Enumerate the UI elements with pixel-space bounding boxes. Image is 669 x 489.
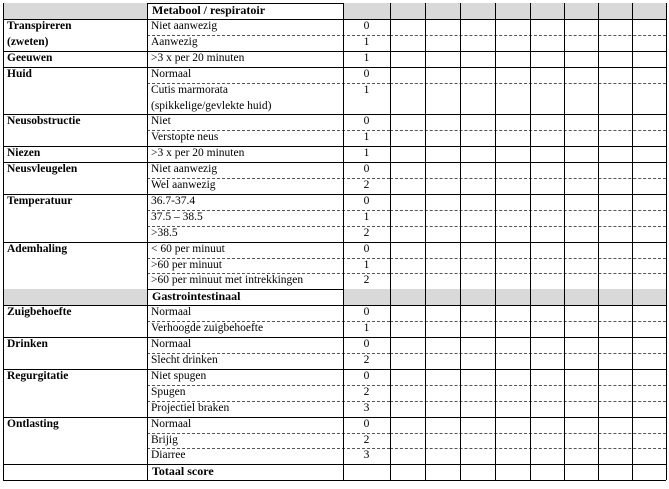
score-column-divider xyxy=(598,3,599,480)
option-label: Normaal xyxy=(151,417,192,430)
section-header-shade xyxy=(343,3,666,19)
option-label: >3 x per 20 minuten xyxy=(151,51,245,64)
column-divider xyxy=(3,3,4,480)
option-label: Niet xyxy=(151,115,171,128)
option-label: < 60 per minuut xyxy=(151,242,225,255)
option-score: 0 xyxy=(363,242,370,255)
category-label: Temperatuur xyxy=(7,194,73,207)
option-score: 1 xyxy=(363,83,370,96)
option-label: 36.7-37.4 xyxy=(151,194,196,207)
option-score: 0 xyxy=(363,306,370,319)
option-label: Niet aanwezig xyxy=(151,163,218,176)
option-score: 1 xyxy=(363,258,370,271)
row-divider-dashed xyxy=(390,433,666,434)
option-score: 3 xyxy=(363,449,370,462)
category-label: Regurgitatie xyxy=(7,369,69,382)
row-divider-dashed xyxy=(390,35,666,36)
option-label: Normaal xyxy=(151,306,192,319)
row-divider-dashed xyxy=(390,226,666,227)
option-score: 0 xyxy=(363,115,370,128)
option-score: 0 xyxy=(363,67,370,80)
option-label: Wel aanwezig xyxy=(151,179,216,191)
option-label: Diarree xyxy=(151,449,186,462)
option-score: 0 xyxy=(363,20,370,32)
section-title: Gastrointestinaal xyxy=(152,289,241,304)
option-score: 2 xyxy=(363,354,370,366)
category-label: Ademhaling xyxy=(7,242,68,255)
category-label: Ontlasting xyxy=(7,417,59,430)
section-header-shade xyxy=(3,289,147,305)
option-label: >38.5 xyxy=(151,226,178,239)
option-label: Normaal xyxy=(151,67,192,80)
option-score: 1 xyxy=(363,322,370,335)
score-column-divider xyxy=(425,3,426,480)
row-divider-dashed xyxy=(390,448,666,449)
score-column-divider xyxy=(390,3,391,480)
row-divider-dashed xyxy=(390,321,666,322)
row-divider-dashed xyxy=(390,83,666,84)
row-divider-dashed xyxy=(390,130,666,131)
option-label: Normaal xyxy=(151,338,192,351)
option-score: 0 xyxy=(363,338,370,351)
category-label: (zweten) xyxy=(7,35,49,48)
column-divider xyxy=(147,3,148,480)
row-divider-dashed xyxy=(390,401,666,402)
option-score: 1 xyxy=(363,51,370,64)
option-label: Spugen xyxy=(151,385,186,398)
score-column-divider xyxy=(632,3,633,480)
option-score: 1 xyxy=(363,147,370,160)
option-score: 1 xyxy=(363,210,370,223)
row-divider-dashed xyxy=(390,385,666,386)
option-label: >3 x per 20 minuten xyxy=(151,147,245,160)
option-label: Projectiel braken xyxy=(151,401,230,414)
category-label: Drinken xyxy=(7,338,48,351)
option-score: 1 xyxy=(363,35,370,48)
option-label: Slecht drinken xyxy=(151,354,218,366)
option-score: 3 xyxy=(363,401,370,414)
category-label: Neusobstructie xyxy=(7,115,81,128)
option-label: (spikkelige/gevlekte huid) xyxy=(151,99,272,112)
option-label: Niet aanwezig xyxy=(151,20,218,32)
option-score: 0 xyxy=(363,369,370,382)
section-header-shade xyxy=(3,3,147,19)
option-label: Brijig xyxy=(151,433,178,446)
row-divider-dashed xyxy=(390,353,666,354)
column-divider xyxy=(343,3,344,480)
option-label: Niet spugen xyxy=(151,369,207,382)
score-column-divider xyxy=(530,3,531,480)
category-label: Huid xyxy=(7,67,32,80)
score-column-divider xyxy=(495,3,496,480)
row-divider-dashed xyxy=(390,258,666,259)
option-label: 37.5 – 38.5 xyxy=(151,210,203,223)
score-column-divider xyxy=(564,3,565,480)
category-label: Transpireren xyxy=(7,20,72,32)
option-score: 2 xyxy=(363,226,370,239)
section-title: Metabool / respiratoir xyxy=(152,3,266,17)
option-score: 2 xyxy=(363,274,370,287)
total-score-label: Totaal score xyxy=(152,464,214,479)
option-score: 0 xyxy=(363,163,370,176)
option-score: 2 xyxy=(363,433,370,446)
option-label: Verstopte neus xyxy=(151,131,219,144)
category-label: Niezen xyxy=(7,147,41,160)
option-score: 0 xyxy=(363,417,370,430)
score-column-divider xyxy=(460,3,461,480)
option-label: Cutis marmorata xyxy=(151,83,228,96)
score-column-divider xyxy=(666,3,667,480)
option-label: Verhoogde zuigbehoefte xyxy=(151,322,264,335)
option-score: 2 xyxy=(363,385,370,398)
option-label: >60 per minuut xyxy=(151,258,223,271)
category-label: Neusvleugelen xyxy=(7,163,78,176)
category-label: Zuigbehoefte xyxy=(7,306,72,319)
row-divider-dashed xyxy=(390,210,666,211)
option-score: 0 xyxy=(363,194,370,207)
option-label: >60 per minuut met intrekkingen xyxy=(151,274,304,287)
row-divider xyxy=(3,480,666,481)
row-divider-dashed xyxy=(390,273,666,274)
option-score: 1 xyxy=(363,131,370,144)
row-divider-dashed xyxy=(390,178,666,179)
section-header-shade xyxy=(343,289,666,305)
option-label: Aanwezig xyxy=(151,35,198,48)
category-label: Geeuwen xyxy=(7,51,53,64)
option-score: 2 xyxy=(363,179,370,191)
